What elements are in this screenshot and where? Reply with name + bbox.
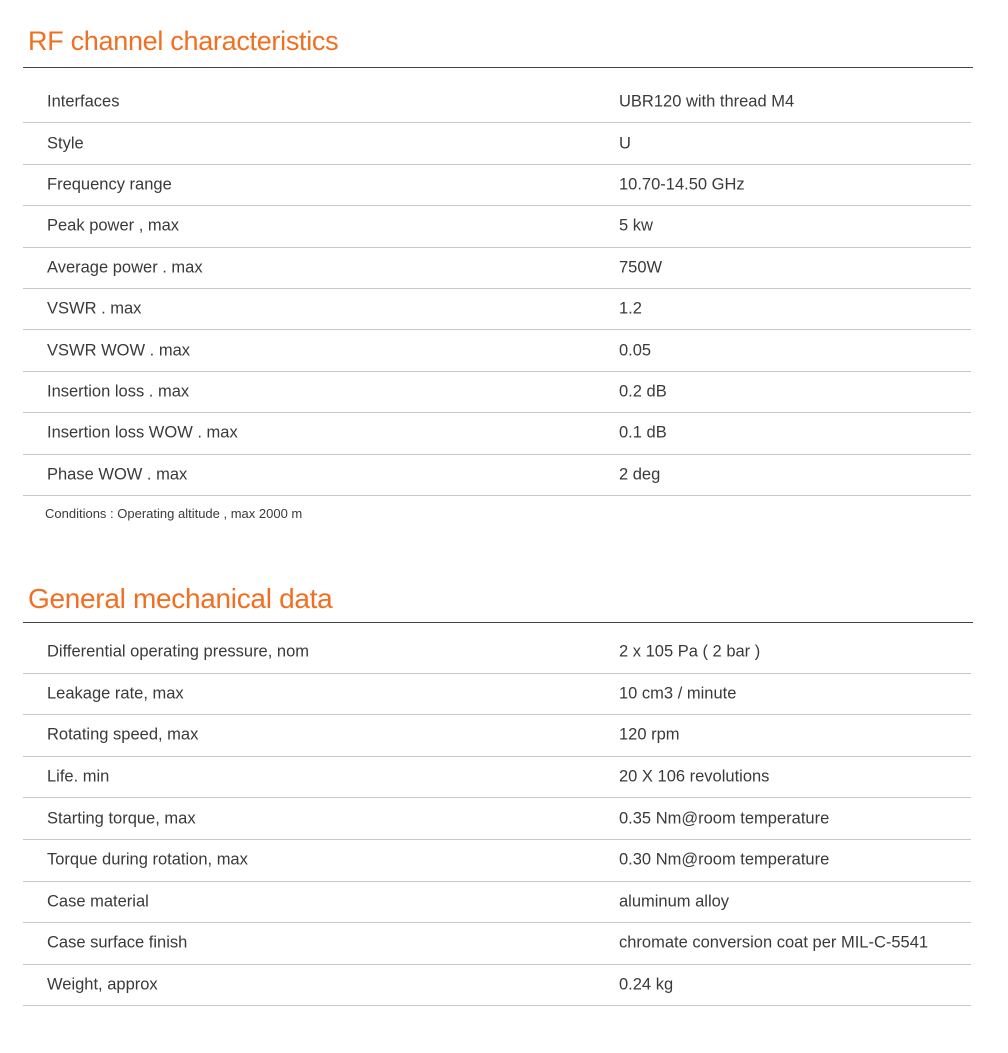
spec-row	[23, 123, 971, 164]
spec-row	[23, 206, 971, 247]
spec-row	[23, 798, 971, 840]
spec-value: 10.70-14.50 GHz	[619, 175, 745, 194]
spec-value: 2 deg	[619, 465, 661, 484]
spec-row	[23, 632, 971, 674]
spec-row	[23, 715, 971, 757]
spec-label: Rotating speed, max	[47, 725, 199, 744]
spec-label: Case surface finish	[47, 933, 188, 952]
spec-value: 0.35 Nm@room temperature	[619, 809, 830, 828]
spec-label: VSWR WOW . max	[47, 341, 190, 360]
spec-row	[23, 757, 971, 799]
spec-row	[23, 372, 971, 413]
spec-value: 0.30 Nm@room temperature	[619, 850, 830, 869]
spec-value: 1.2	[619, 299, 642, 318]
spec-label: Weight, approx	[47, 975, 158, 994]
mech-section-rule	[23, 622, 973, 623]
spec-value: U	[619, 134, 631, 153]
spec-row	[23, 840, 971, 882]
spec-value: 5 kw	[619, 216, 653, 235]
spec-value: chromate conversion coat per MIL-C-5541	[619, 933, 929, 952]
spec-value: 0.05	[619, 341, 652, 360]
spec-label: Peak power , max	[47, 216, 180, 235]
spec-label: Torque during rotation, max	[47, 850, 248, 869]
spec-value: 20 X 106 revolutions	[619, 767, 770, 786]
spec-row	[23, 923, 971, 965]
spec-row	[23, 455, 971, 496]
spec-value: 0.24 kg	[619, 975, 674, 994]
spec-value: 0.2 dB	[619, 382, 667, 401]
spec-value: 0.1 dB	[619, 423, 667, 442]
spec-label: Life. min	[47, 767, 110, 786]
spec-value: UBR120 with thread M4	[619, 92, 795, 111]
spec-label: Insertion loss WOW . max	[47, 423, 238, 442]
spec-row	[23, 248, 971, 289]
spec-label: Differential operating pressure, nom	[47, 642, 310, 661]
mech-section-title: General mechanical data	[28, 583, 333, 614]
spec-value: 2 x 105 Pa ( 2 bar )	[619, 642, 761, 661]
spec-value: 10 cm3 / minute	[619, 684, 737, 703]
spec-value: aluminum alloy	[619, 892, 730, 911]
spec-label: Style	[47, 134, 84, 153]
spec-row	[23, 965, 971, 1007]
rf-spec-table	[23, 82, 971, 496]
spec-row	[23, 82, 971, 123]
spec-value: 120 rpm	[619, 725, 680, 744]
rf-section-rule	[23, 67, 973, 68]
spec-label: VSWR . max	[47, 299, 142, 318]
spec-row	[23, 289, 971, 330]
spec-label: Phase WOW . max	[47, 465, 188, 484]
spec-row	[23, 882, 971, 924]
spec-label: Average power . max	[47, 258, 203, 277]
spec-row	[23, 165, 971, 206]
spec-label: Insertion loss . max	[47, 382, 190, 401]
rf-conditions-note: Conditions : Operating altitude , max 2000 m	[45, 506, 303, 521]
spec-row	[23, 413, 971, 454]
spec-label: Leakage rate, max	[47, 684, 184, 703]
spec-label: Case material	[47, 892, 149, 911]
spec-label: Frequency range	[47, 175, 172, 194]
rf-section-title: RF channel characteristics	[28, 26, 339, 56]
spec-value: 750W	[619, 258, 663, 277]
mech-spec-table	[23, 632, 971, 1006]
spec-label: Interfaces	[47, 92, 120, 111]
spec-label: Starting torque, max	[47, 809, 196, 828]
spec-row	[23, 330, 971, 371]
spec-row	[23, 674, 971, 716]
